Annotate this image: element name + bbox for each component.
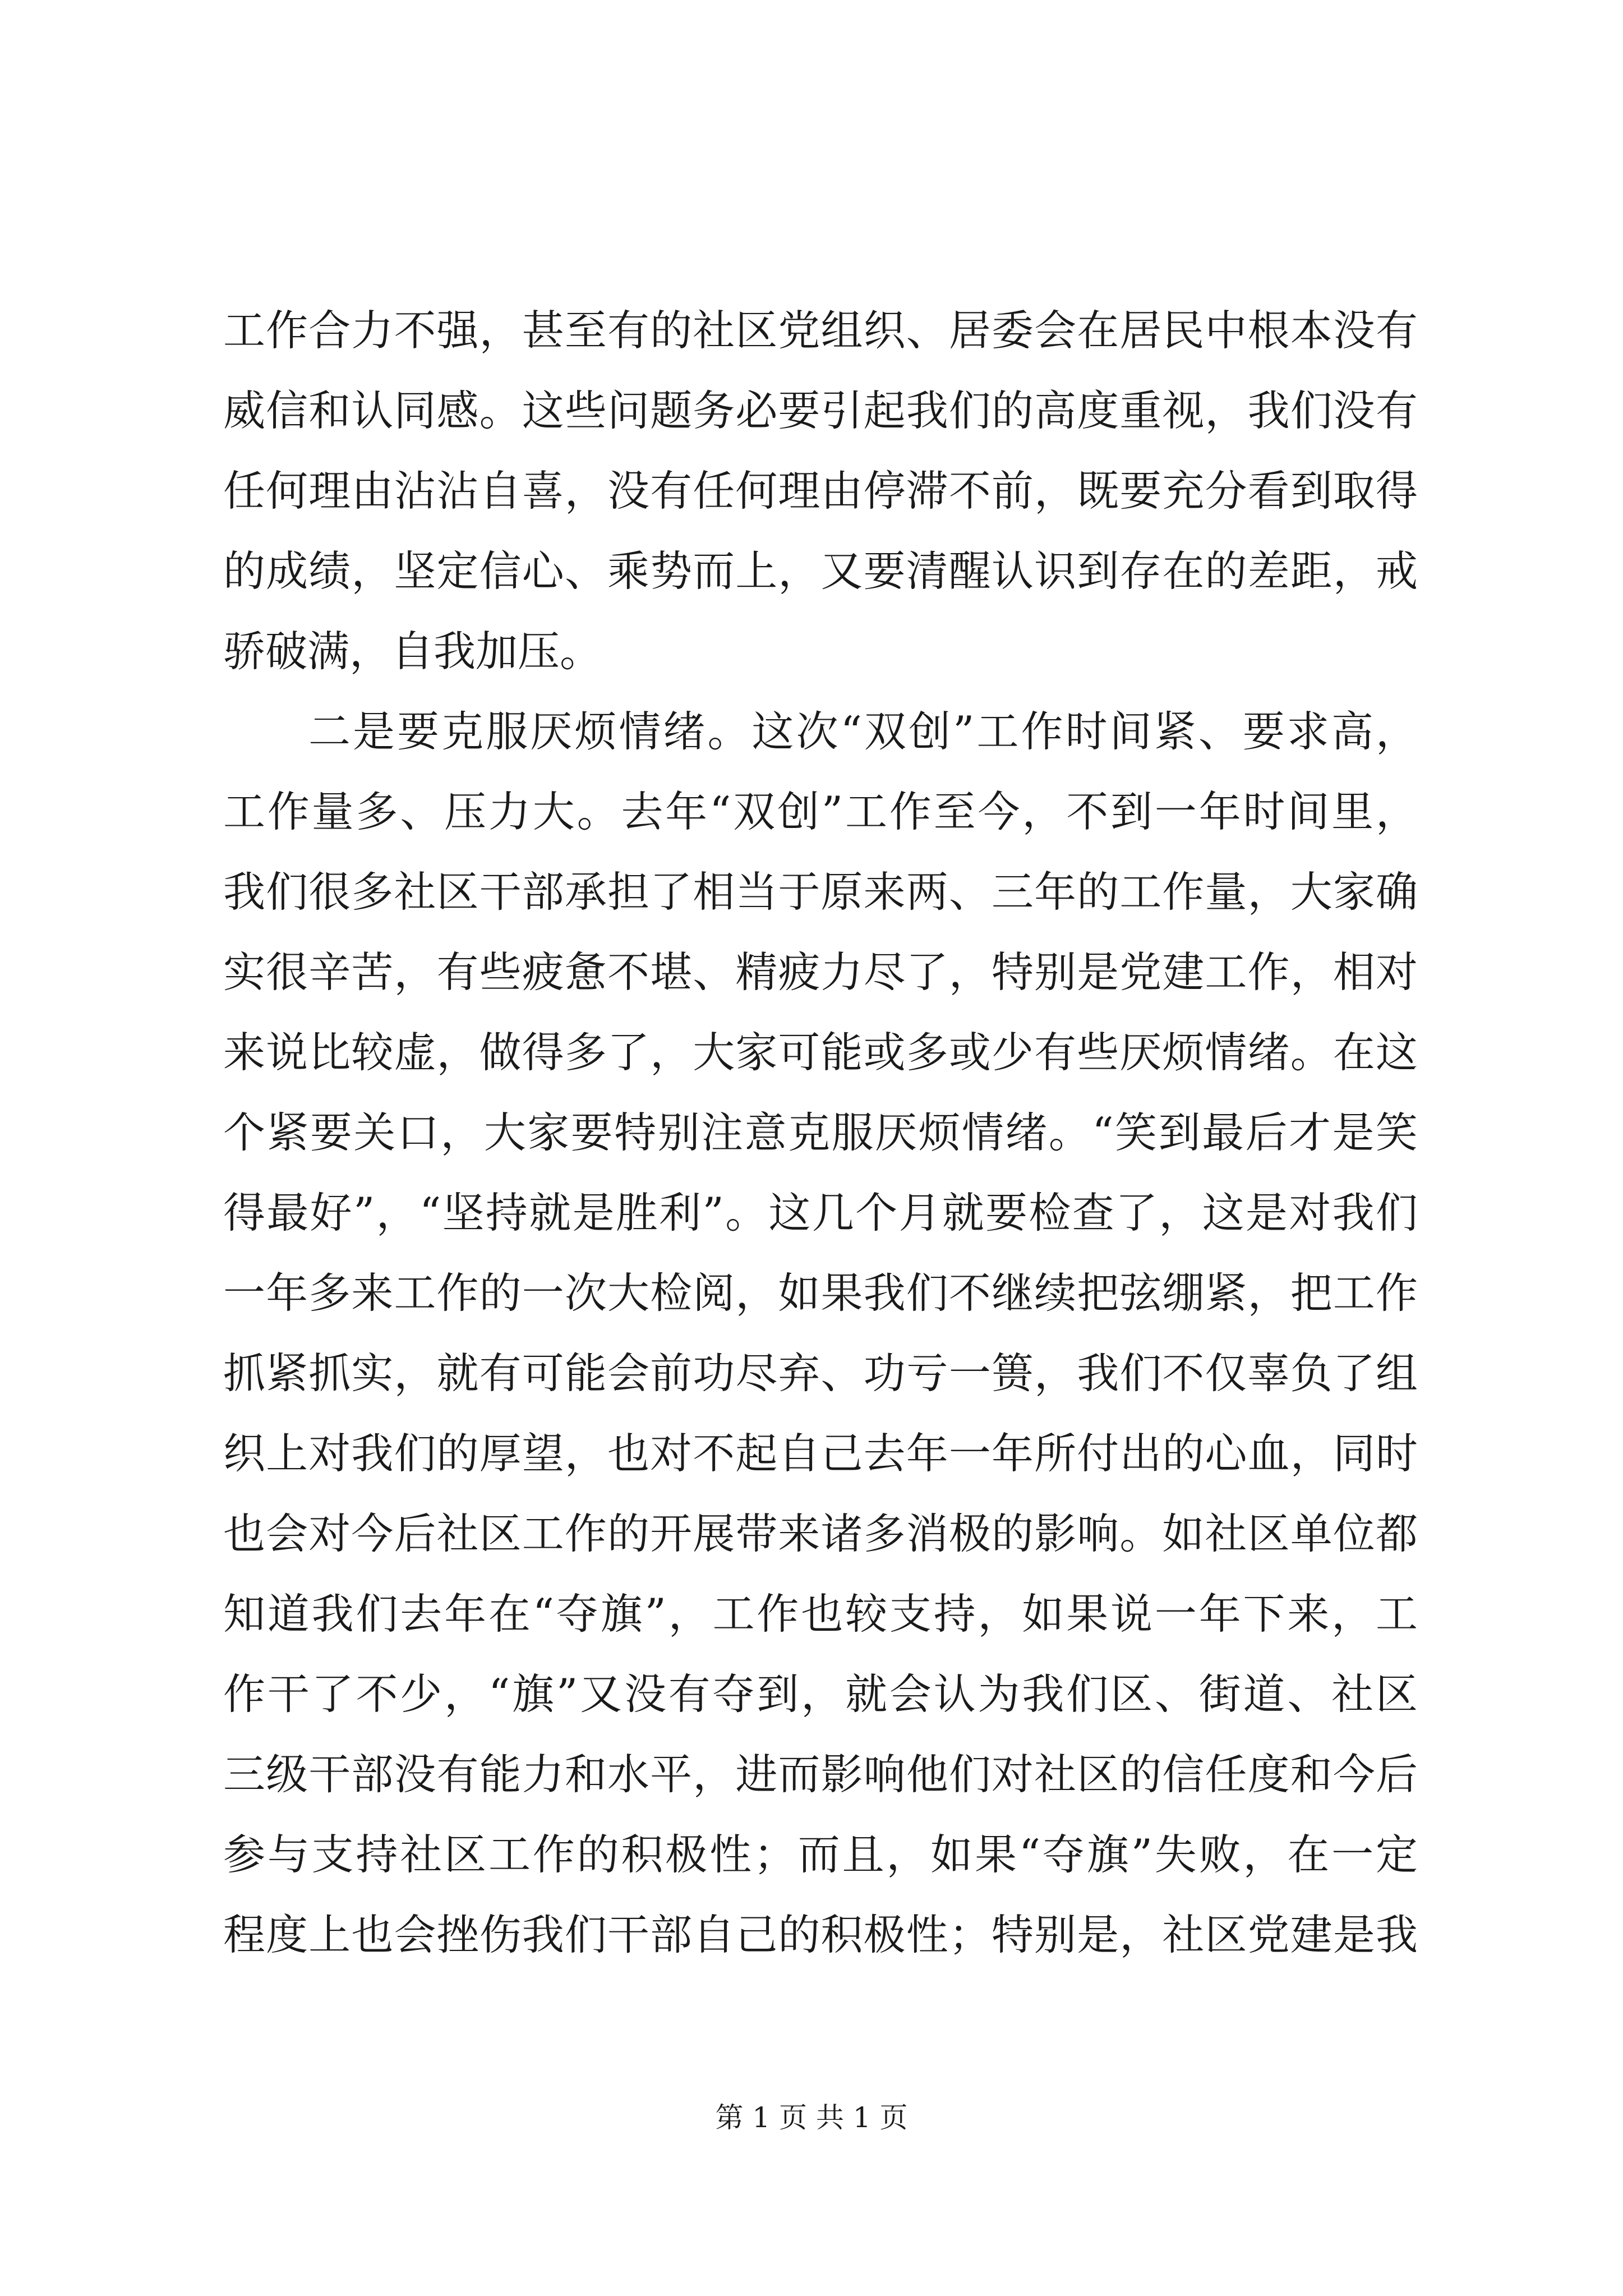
text-line: 我们很多社区干部承担了相当于原来两、三年的工作量，大家确 (223, 867, 1418, 917)
text-line: 也会对今后社区工作的开展带来诸多消极的影响。如社区单位都 (223, 1509, 1418, 1558)
text-line: 抓紧抓实，就有可能会前功尽弃、功亏一篑，我们不仅辜负了组 (223, 1349, 1418, 1398)
text-line: 来说比较虚，做得多了，大家可能或多或少有些厌烦情绪。在这 (223, 1028, 1418, 1077)
text-line: 得最好”，“坚持就是胜利”。这几个月就要检查了，这是对我们 (223, 1188, 1418, 1237)
text-line: 个紧要关口，大家要特别注意克服厌烦情绪。“笑到最后才是笑 (223, 1108, 1418, 1157)
text-line: 二是要克服厌烦情绪。这次“双创”工作时间紧、要求高， (308, 707, 1418, 756)
page-footer (0, 2101, 1623, 2134)
text-line: 的成绩，坚定信心、乘势而上，又要清醒认识到存在的差距，戒 (223, 546, 1418, 596)
text-line: 工作合力不强，甚至有的社区党组织、居委会在居民中根本没有 (223, 306, 1418, 355)
text-line: 工作量多、压力大。去年“双创”工作至今，不到一年时间里， (223, 787, 1418, 836)
text-line: 三级干部没有能力和水平，进而影响他们对社区的信任度和今后 (223, 1750, 1418, 1799)
text-line: 知道我们去年在“夺旗”，工作也较支持，如果说一年下来，工 (223, 1589, 1418, 1639)
text-line: 织上对我们的厚望，也对不起自己去年一年所付出的心血，同时 (223, 1429, 1418, 1478)
text-line: 程度上也会挫伤我们干部自己的积极性；特别是，社区党建是我 (223, 1910, 1418, 1959)
body-text (223, 291, 1418, 1975)
text-line: 一年多来工作的一次大检阅，如果我们不继续把弦绷紧，把工作 (223, 1268, 1418, 1318)
text-line: 作干了不少，“旗”又没有夺到，就会认为我们区、街道、社区 (223, 1669, 1418, 1719)
text-line: 骄破满，自我加压。 (223, 627, 602, 676)
page-number: 第 1 页 共 1 页 (715, 2101, 908, 2134)
text-line: 任何理由沾沾自喜，没有任何理由停滞不前，既要充分看到取得 (223, 466, 1418, 516)
text-line: 参与支持社区工作的积极性；而且，如果“夺旗”失败，在一定 (223, 1830, 1418, 1879)
text-line: 实很辛苦，有些疲惫不堪、精疲力尽了，特别是党建工作，相对 (223, 947, 1418, 997)
text-line: 威信和认同感。这些问题务必要引起我们的高度重视，我们没有 (223, 386, 1418, 435)
